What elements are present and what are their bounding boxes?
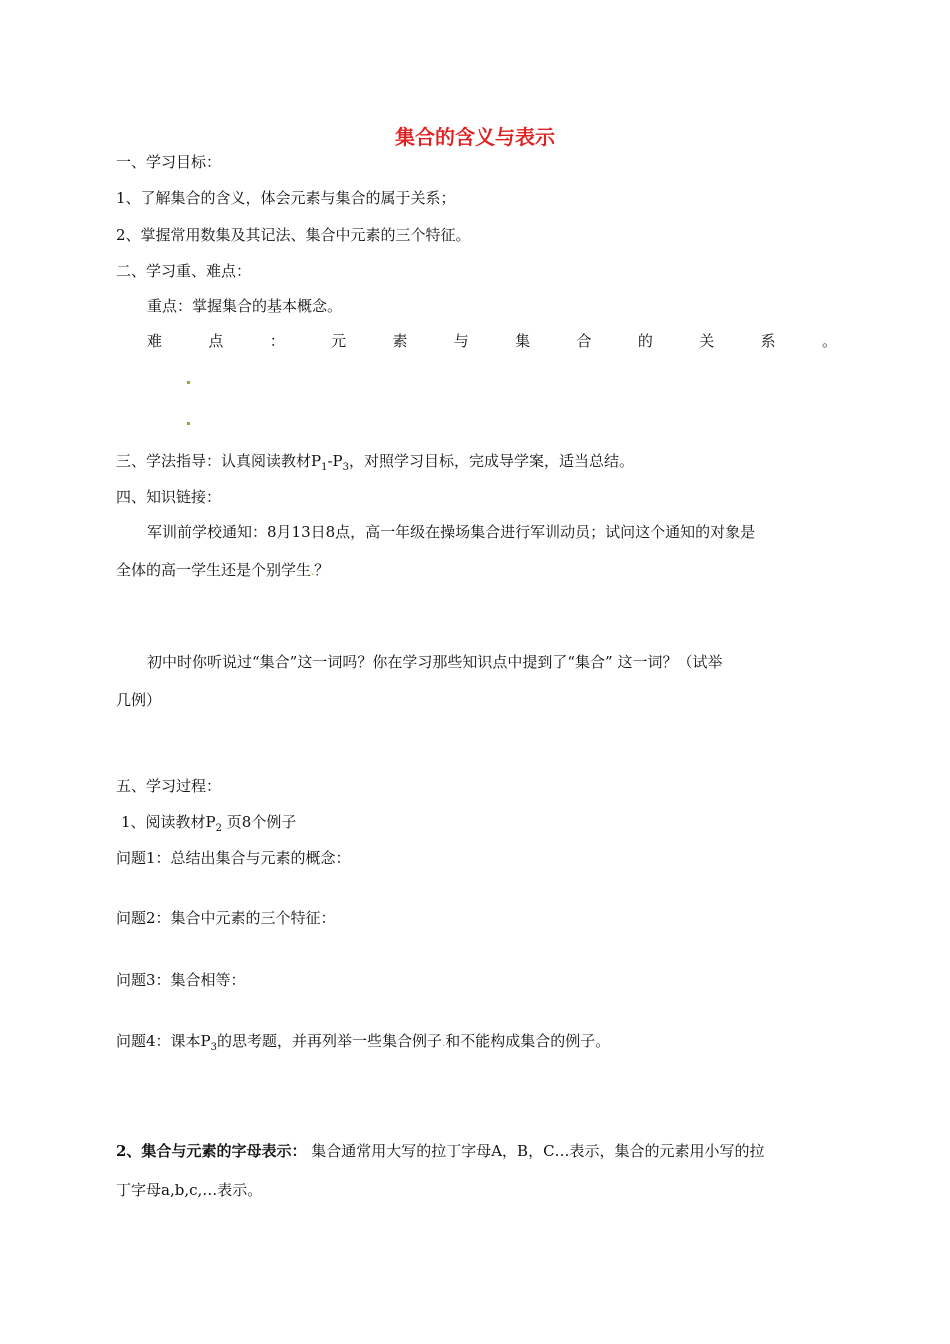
page-title: 集合的含义与表示 (395, 125, 555, 149)
study-method (116, 451, 838, 471)
study-method-text: 三、学法指导：认真阅读教材P (116, 452, 322, 470)
paragraph-text: 全体的高一学生还是个别学生 (116, 561, 312, 579)
question-text: 的思考题，并再列举一些集合例子 (217, 1032, 443, 1050)
section1-heading: 一、学习目标： (116, 153, 222, 171)
step-heading: 2、集合与元素的字母表示： (116, 1142, 307, 1160)
step-text: 1、阅读教材P (121, 813, 216, 831)
question-4 (116, 1031, 838, 1054)
key-point: 重点：掌握集合的基本概念。 (147, 297, 343, 315)
difficulty-char: 难 (147, 332, 163, 350)
difficulty-char: 元 (331, 332, 347, 350)
study-method-text: -P (327, 452, 343, 470)
process-step-2-line-2: 丁字母a,b,c,…表示。 (116, 1181, 263, 1199)
section4-heading: 四、知识链接： (116, 488, 222, 506)
link-paragraph-2-line-1: 初中时你听说过“集合”这一词吗？你在学习那些知识点中提到了“集合” 这一词？（试举 (147, 653, 723, 671)
question-text: 和不能构成集合的例子。 (445, 1032, 611, 1050)
question-3: 问题3：集合相等： (116, 971, 246, 989)
difficulty-line (147, 331, 837, 351)
difficulty-char: 系 (760, 332, 776, 350)
section2-heading: 二、学习重、难点： (116, 262, 252, 280)
difficulty-char: 的 (637, 332, 653, 350)
page-subscript: 1 (321, 462, 328, 473)
process-step-2-line-1 (116, 1141, 838, 1161)
difficulty-char: 关 (699, 332, 715, 350)
objective-item-2: 2、掌握常用数集及其记法、集合中元素的三个特征。 (116, 226, 471, 244)
link-paragraph-1-line-1: 军训前学校通知：8月13日8点，高一年级在操场集合进行军训动员；试问这个通知的对象是 (147, 523, 756, 541)
stray-mark: . (311, 567, 315, 578)
difficulty-char: 与 (453, 332, 469, 350)
difficulty-char: 点 (208, 332, 224, 350)
difficulty-char: ： (269, 332, 285, 350)
process-step-1 (121, 812, 843, 832)
question-text: 问题4：课本P (116, 1032, 211, 1050)
difficulty-char: 。 (821, 332, 837, 350)
section5-heading: 五、学习过程： (116, 777, 222, 795)
link-paragraph-1-line-2 (116, 560, 838, 583)
page-subscript: 3 (342, 462, 350, 473)
study-method-text: ，对照学习目标，完成导学案，适当总结。 (349, 452, 635, 470)
step-text: 页8个例子 (222, 813, 297, 831)
step-text: 集合通常用大写的拉丁字母A，B，C…表示，集合的元素用小写的拉 (306, 1142, 765, 1160)
decorative-dot (187, 381, 190, 384)
page-subscript: 2 (215, 823, 223, 834)
difficulty-char: 合 (576, 332, 592, 350)
paragraph-text: ？ (314, 561, 330, 579)
page-subscript: 3 (210, 1042, 218, 1053)
difficulty-char: 集 (515, 332, 531, 350)
question-2: 问题2：集合中元素的三个特征： (116, 909, 336, 927)
stray-mark: . (442, 1038, 446, 1049)
link-paragraph-2-line-2: 几例） (116, 691, 162, 709)
question-1: 问题1：总结出集合与元素的概念： (116, 849, 351, 867)
objective-item-1: 1、了解集合的含义，体会元素与集合的属于关系； (116, 189, 456, 207)
difficulty-char: 素 (392, 332, 408, 350)
decorative-dot (187, 422, 190, 425)
